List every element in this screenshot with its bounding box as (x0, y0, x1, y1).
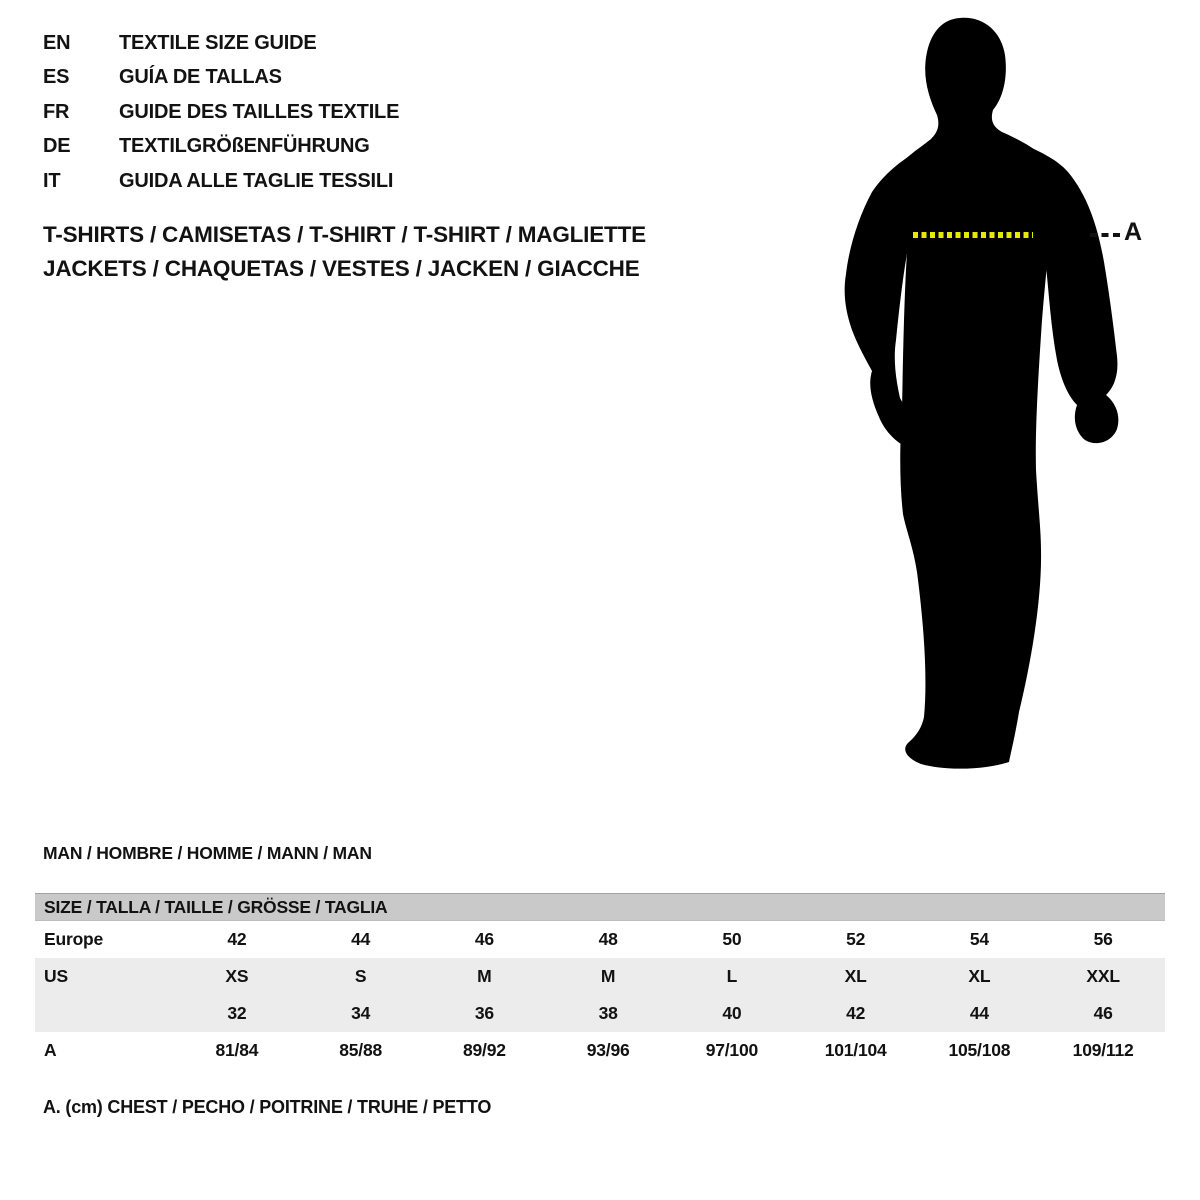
size-table-row-europe (35, 921, 1165, 958)
size-cell: S (354, 966, 367, 986)
size-cell: 46 (1093, 1003, 1113, 1023)
size-cell: 38 (598, 1003, 618, 1023)
size-table-row-us (35, 958, 1165, 995)
size-cell: 40 (722, 1003, 742, 1023)
language-row-en (43, 26, 399, 61)
language-code: DE (43, 135, 71, 158)
size-table-row-numeric (35, 995, 1165, 1032)
category-line-jackets: JACKETS / CHAQUETAS / VESTES / JACKEN / GIACCHE (43, 256, 640, 281)
language-code: IT (43, 169, 61, 192)
size-cell: 109/112 (1072, 1040, 1134, 1060)
language-row-fr (43, 95, 399, 130)
language-title: GUÍA DE TALLAS (119, 66, 282, 89)
measure-label-a: A (1124, 218, 1143, 246)
size-cell: 101/104 (824, 1040, 887, 1060)
language-title: GUIDA ALLE TAGLIE TESSILI (119, 169, 394, 192)
size-cell: 50 (722, 929, 742, 949)
size-cell: 97/100 (705, 1040, 759, 1060)
size-cell: 34 (351, 1003, 371, 1023)
size-cell: M (600, 966, 616, 986)
size-cell: 46 (474, 929, 494, 949)
size-cell: XS (225, 966, 249, 986)
size-cell: 48 (598, 929, 618, 949)
language-code: EN (43, 31, 71, 54)
language-code: FR (43, 100, 70, 123)
size-cell: 93/96 (586, 1040, 630, 1060)
category-line-tshirts: T-SHIRTS / CAMISETAS / T-SHIRT / T-SHIRT / MAGLIETTE (43, 222, 646, 247)
language-row-de (43, 130, 399, 165)
garment-categories (43, 218, 646, 286)
measurement-footnote: A. (cm) CHEST / PECHO / POITRINE / TRUHE / PETTO (43, 1097, 492, 1117)
size-cell: 42 (846, 1003, 866, 1023)
size-cell: 44 (969, 1003, 989, 1023)
size-cell: XL (844, 966, 867, 986)
size-cell: 44 (351, 929, 371, 949)
language-title: TEXTILGRÖßENFÜHRUNG (119, 135, 370, 158)
gender-heading: MAN / HOMBRE / HOMME / MANN / MAN (43, 843, 372, 863)
size-cell: XL (968, 966, 991, 986)
man-body-shape (884, 18, 1055, 769)
size-cell: M (477, 966, 492, 986)
size-cell: 32 (227, 1003, 247, 1023)
size-cell: XXL (1086, 966, 1120, 986)
size-cell: 52 (846, 929, 866, 949)
row-label: A (44, 1040, 57, 1060)
size-cell: 81/84 (215, 1040, 259, 1060)
size-table-row-chest-cm (35, 1032, 1165, 1069)
row-label: Europe (44, 929, 104, 949)
language-title: GUIDE DES TAILLES TEXTILE (119, 100, 400, 123)
language-row-it (43, 164, 399, 199)
man-silhouette-figure (830, 0, 1150, 790)
size-cell: 105/108 (948, 1040, 1011, 1060)
language-code: ES (43, 66, 70, 89)
language-title-list (43, 26, 399, 199)
size-cell: 85/88 (339, 1040, 383, 1060)
size-table (35, 893, 1165, 1069)
language-title: TEXTILE SIZE GUIDE (119, 31, 317, 54)
size-cell: 54 (969, 929, 989, 949)
size-cell: 36 (474, 1003, 494, 1023)
row-label: US (44, 966, 68, 986)
size-cell: 56 (1093, 929, 1113, 949)
size-cell: L (726, 966, 738, 986)
size-cell: 89/92 (462, 1040, 506, 1060)
size-cell: 42 (227, 929, 247, 949)
language-row-es (43, 61, 399, 96)
size-table-header: SIZE / TALLA / TAILLE / GRÖSSE / TAGLIA (35, 893, 1165, 921)
